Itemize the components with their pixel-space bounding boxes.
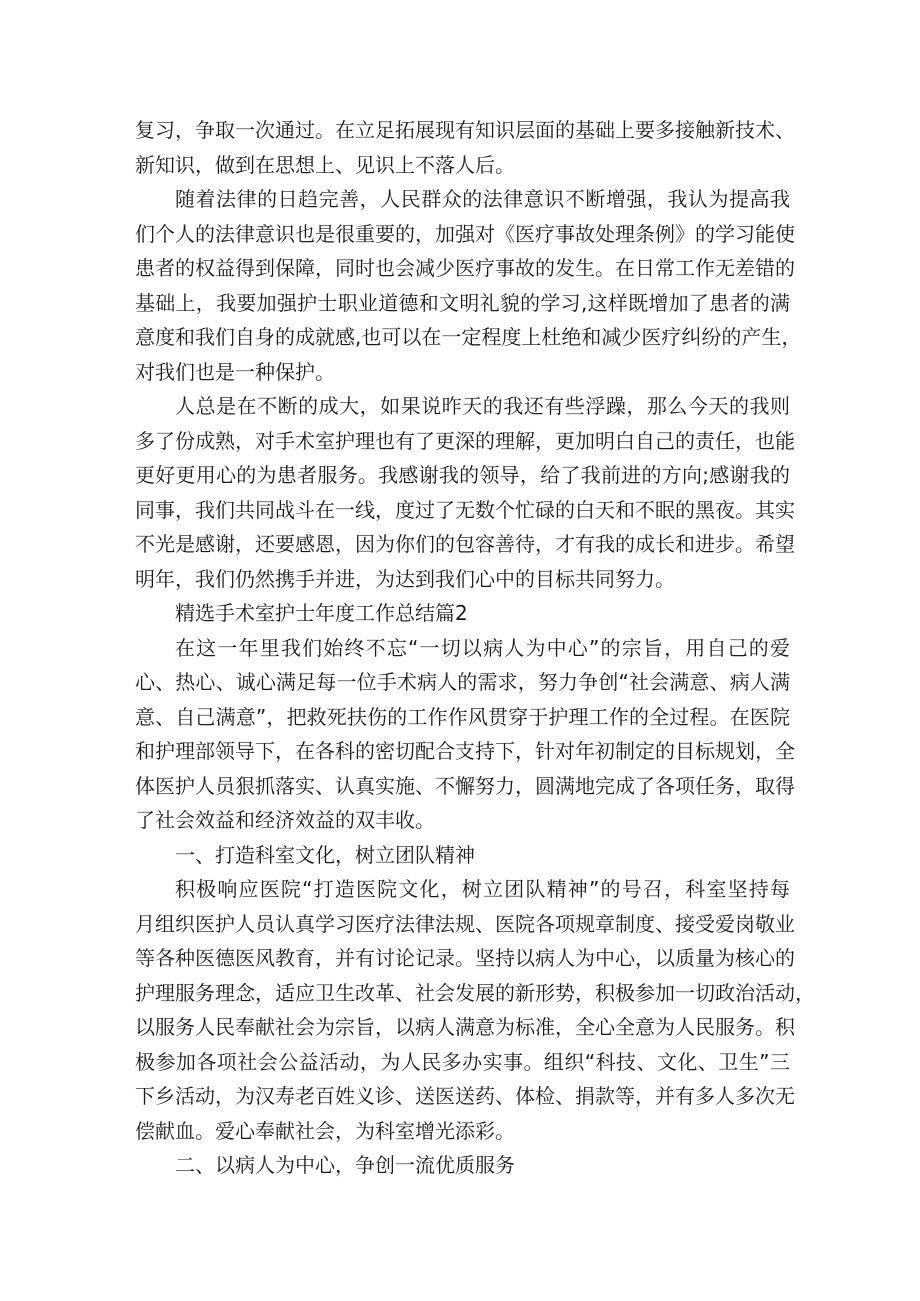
text-line: 护理服务理念，适应卫生改革、社会发展的新形势，积极参加一切政治活动， — [135, 980, 815, 1005]
text-line: 们个人的法律意识也是很重要的，加强对《医疗事故处理条例》的学习能使 — [135, 221, 795, 246]
text-line: 同事，我们共同战斗在一线，度过了无数个忙碌的白天和不眠的黑夜。其实 — [135, 497, 795, 522]
text-line: 基础上，我要加强护士职业道德和文明礼貌的学习,这样既增加了患者的满 — [135, 290, 790, 315]
text-line: 和护理部领导下，在各科的密切配合支持下，针对年初制定的目标规划，全 — [135, 739, 795, 763]
text-line: 积极响应医院“打造医院文化，树立团队精神”的号召，科室坚持每 — [175, 877, 790, 901]
text-line: 月组织医护人员认真学习医疗法律法规、医院各项规章制度、接受爱岗敬业 — [135, 911, 795, 936]
paragraph-legal-awareness — [135, 182, 802, 389]
text-line: 不光是感谢，还要感恩，因为你们的包容善待，才有我的成长和进步。希望 — [135, 532, 795, 556]
text-line: 以服务人民奉献社会为宗旨，以病人满意为标准，全心全意为人民服务。积 — [135, 1015, 795, 1039]
section-title — [135, 596, 790, 631]
text-line: 对我们也是一种保护。 — [135, 359, 335, 384]
text-line: 随着法律的日趋完善，人民群众的法律意识不断增强，我认为提高我 — [175, 187, 790, 211]
text-line: 体医护人员狠抓落实、认真实施、不懈努力，圆满地完成了各项任务，取得 — [135, 773, 795, 798]
text-line: 更好更用心的为患者服务。我感谢我的领导，给了我前进的方向;感谢我的 — [135, 463, 790, 487]
text-line: 复习，争取一次通过。在立足拓展现有知识层面的基础上要多接触新技术、 — [135, 118, 795, 142]
text-line: 偿献血。爱心奉献社会，为科室增光添彩。 — [135, 1118, 515, 1143]
text-line: 心、热心、诚心满足每一位手术病人的需求，努力争创“社会满意、病人满 — [135, 670, 790, 694]
text-line: 多了份成熟，对手术室护理也有了更深的理解，更加明白自己的责任，也能 — [135, 428, 795, 453]
subheading-one — [135, 838, 790, 873]
paragraph-patient-centered — [135, 631, 795, 838]
subheading-text: 二、以病人为中心，争创一流优质服务 — [175, 1153, 515, 1177]
text-line: 新知识，做到在思想上、见识上不落人后。 — [135, 152, 515, 177]
paragraph-growth — [135, 389, 795, 596]
text-line: 意、自己满意”，把救死扶伤的工作作风贯穿于护理工作的全过程。在医院 — [135, 704, 790, 729]
paragraph-team-culture — [135, 872, 815, 1148]
text-line: 人总是在不断的成大，如果说昨天的我还有些浮躁，那么今天的我则 — [175, 394, 790, 418]
text-line: 意度和我们自身的成就感,也可以在一定程度上杜绝和减少医疗纠纷的产生， — [135, 325, 802, 349]
text-line: 等各种医德医风教育，并有讨论记录。坚持以病人为中心，以质量为核心的 — [135, 946, 795, 970]
text-line: 患者的权益得到保障，同时也会减少医疗事故的发生。在日常工作无差错的 — [135, 256, 795, 280]
subheading-two — [135, 1148, 790, 1183]
text-line: 在这一年里我们始终不忘“一切以病人为中心”的宗旨，用自己的爱 — [175, 635, 790, 660]
text-line: 明年，我们仍然携手并进，为达到我们心中的目标共同努力。 — [135, 566, 675, 591]
text-line: 下乡活动，为汉寿老百姓义诊、送医送药、体检、捐款等，并有多人多次无 — [135, 1084, 795, 1108]
section-title-text: 精选手术室护士年度工作总结篇2 — [175, 601, 468, 625]
subheading-text: 一、打造科室文化，树立团队精神 — [175, 842, 475, 867]
paragraph-continuation — [135, 113, 795, 182]
document-body — [135, 113, 815, 1183]
text-line: 了社会效益和经济效益的双丰收。 — [135, 808, 435, 832]
text-line: 极参加各项社会公益活动，为人民多办实事。组织“科技、文化、卫生”三 — [135, 1049, 790, 1074]
